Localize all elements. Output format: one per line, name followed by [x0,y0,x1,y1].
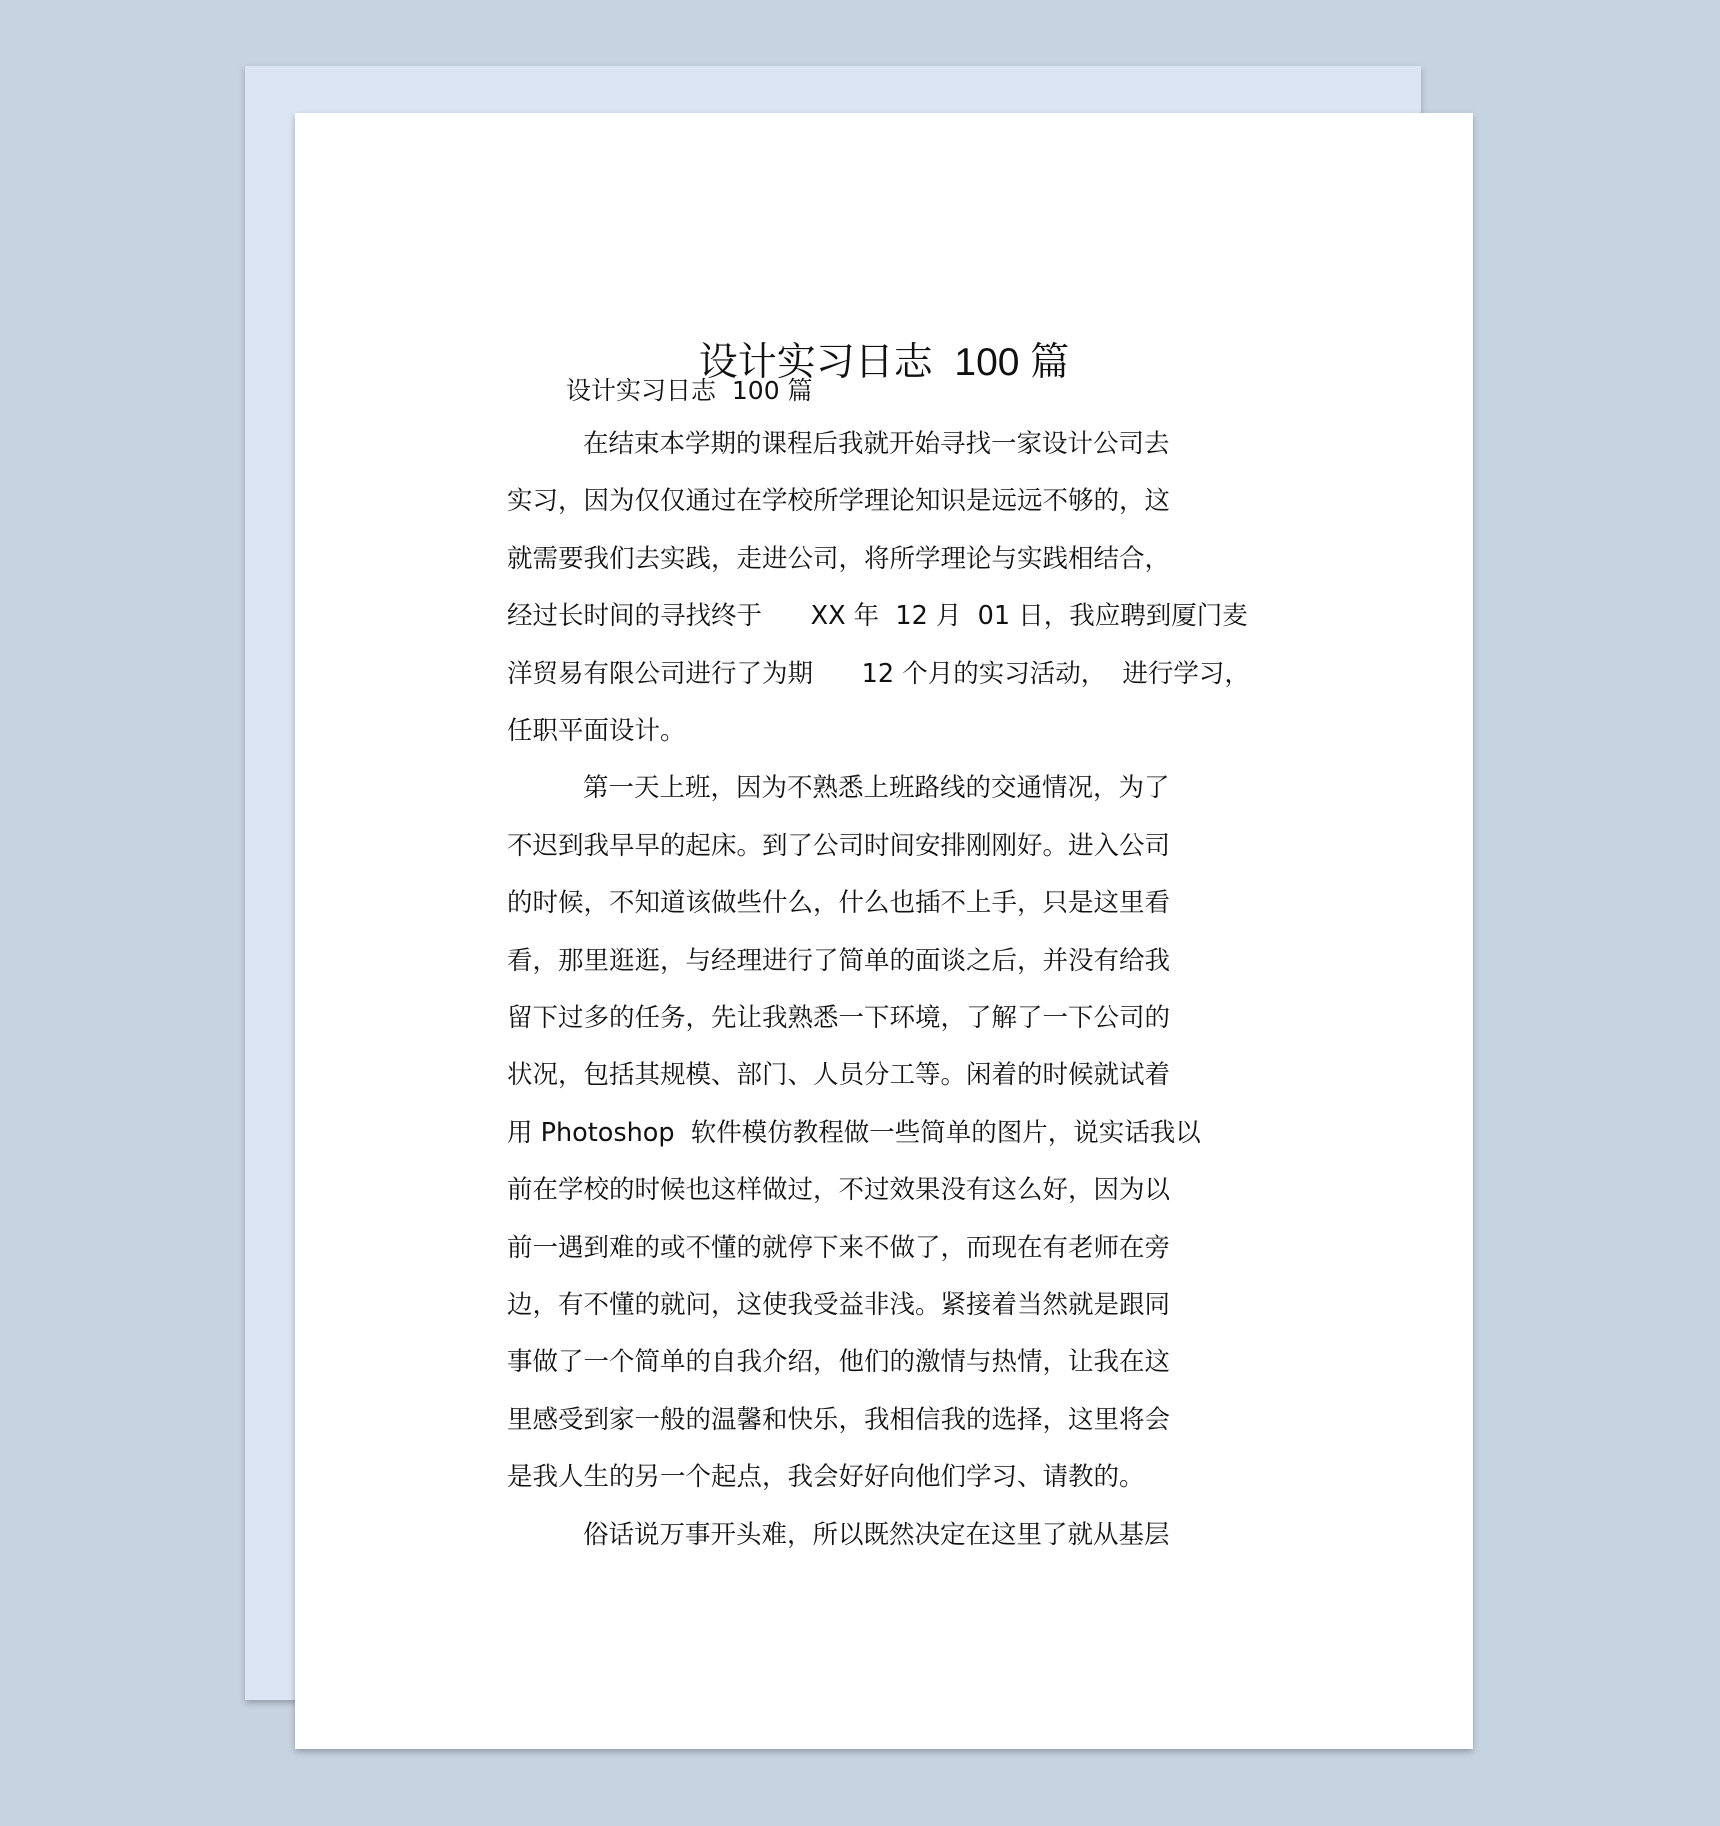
text-line: 的时候，不知道该做些什么，什么也插不上手，只是这里看 [507,888,1171,919]
text-line: 事做了一个简单的自我介绍，他们的激情与热情，让我在这 [507,1347,1171,1378]
text-line: 就需要我们去实践，走进公司，将所学理论与实践相结合， [507,543,1171,574]
text-line: 不迟到我早早的起床。到了公司时间安排刚刚好。进入公司 [507,830,1171,861]
text-line: 前在学校的时候也这样做过，不过效果没有这么好，因为以 [507,1175,1171,1206]
text-line: 在结束本学期的课程后我就开始寻找一家设计公司去 [583,429,1170,459]
text-line: 俗话说万事开头难，所以既然决定在这里了就从基层 [583,1519,1170,1550]
text-line: 经过长时间的寻找终于 XX 年 12 月 01 日，我应聘到厦门麦 [507,601,1248,632]
text-line: 留下过多的任务，先让我熟悉一下环境，了解了一下公司的 [507,1003,1171,1033]
document-page [295,113,1473,1749]
document-title: 设计实习日志 100 篇 [698,341,1070,384]
text-line: 任职平面设计。 [507,716,686,746]
text-line: 第一天上班，因为不熟悉上班路线的交通情况，为了 [583,773,1170,804]
text-line: 是我人生的另一个起点，我会好好向他们学习、请教的。 [507,1462,1145,1493]
text-line: 前一遇到难的或不懂的就停下来不做了，而现在有老师在旁 [507,1232,1171,1263]
text-line: 实习，因为仅仅通过在学校所学理论知识是远远不够的，这 [507,486,1171,517]
text-line: 看，那里逛逛，与经理进行了简单的面谈之后，并没有给我 [507,945,1171,976]
text-line: 边，有不懂的就问，这使我受益非浅。紧接着当然就是跟同 [507,1290,1171,1320]
document-subtitle: 设计实习日志 100 篇 [566,376,813,405]
text-line: 洋贸易有限公司进行了为期 12 个月的实习活动， 进行学习， [507,658,1250,689]
text-line: 状况，包括其规模、部门、人员分工等。闲着的时候就试着 [507,1060,1171,1091]
text-line: 里感受到家一般的温馨和快乐，我相信我的选择，这里将会 [507,1404,1171,1435]
text-line: 用 Photoshop 软件模仿教程做一些简单的图片，说实话我以 [507,1117,1201,1148]
